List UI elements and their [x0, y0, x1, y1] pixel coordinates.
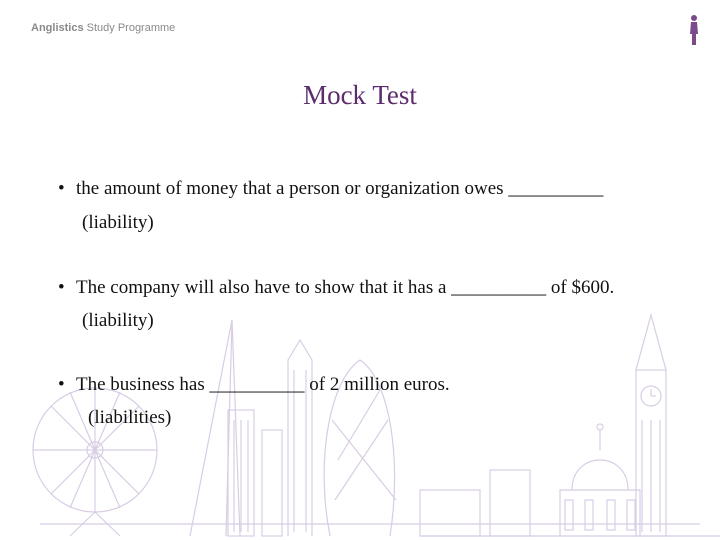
item-text: The business has __________ of 2 million euros.: [76, 374, 450, 395]
header-programme: Study Programme: [86, 22, 176, 34]
list-item: [58, 277, 614, 299]
item-text: the amount of money that a person or organization owes __________: [76, 178, 604, 199]
bullet: •: [58, 178, 65, 199]
bullet: •: [58, 277, 65, 298]
slide-title: Mock Test: [303, 80, 417, 110]
list-item: [58, 178, 603, 200]
header-brand: Anglistics: [31, 22, 84, 34]
item-answer: (liability): [82, 310, 154, 331]
header: [31, 22, 175, 34]
item-answer: (liability): [82, 212, 154, 233]
standing-figure-icon: [687, 14, 701, 46]
item-text: The company will also have to show that it has a __________ of $600.: [76, 277, 615, 298]
list-item: [58, 374, 450, 396]
item-answer: (liabilities): [88, 407, 172, 428]
bullet: •: [58, 374, 65, 395]
